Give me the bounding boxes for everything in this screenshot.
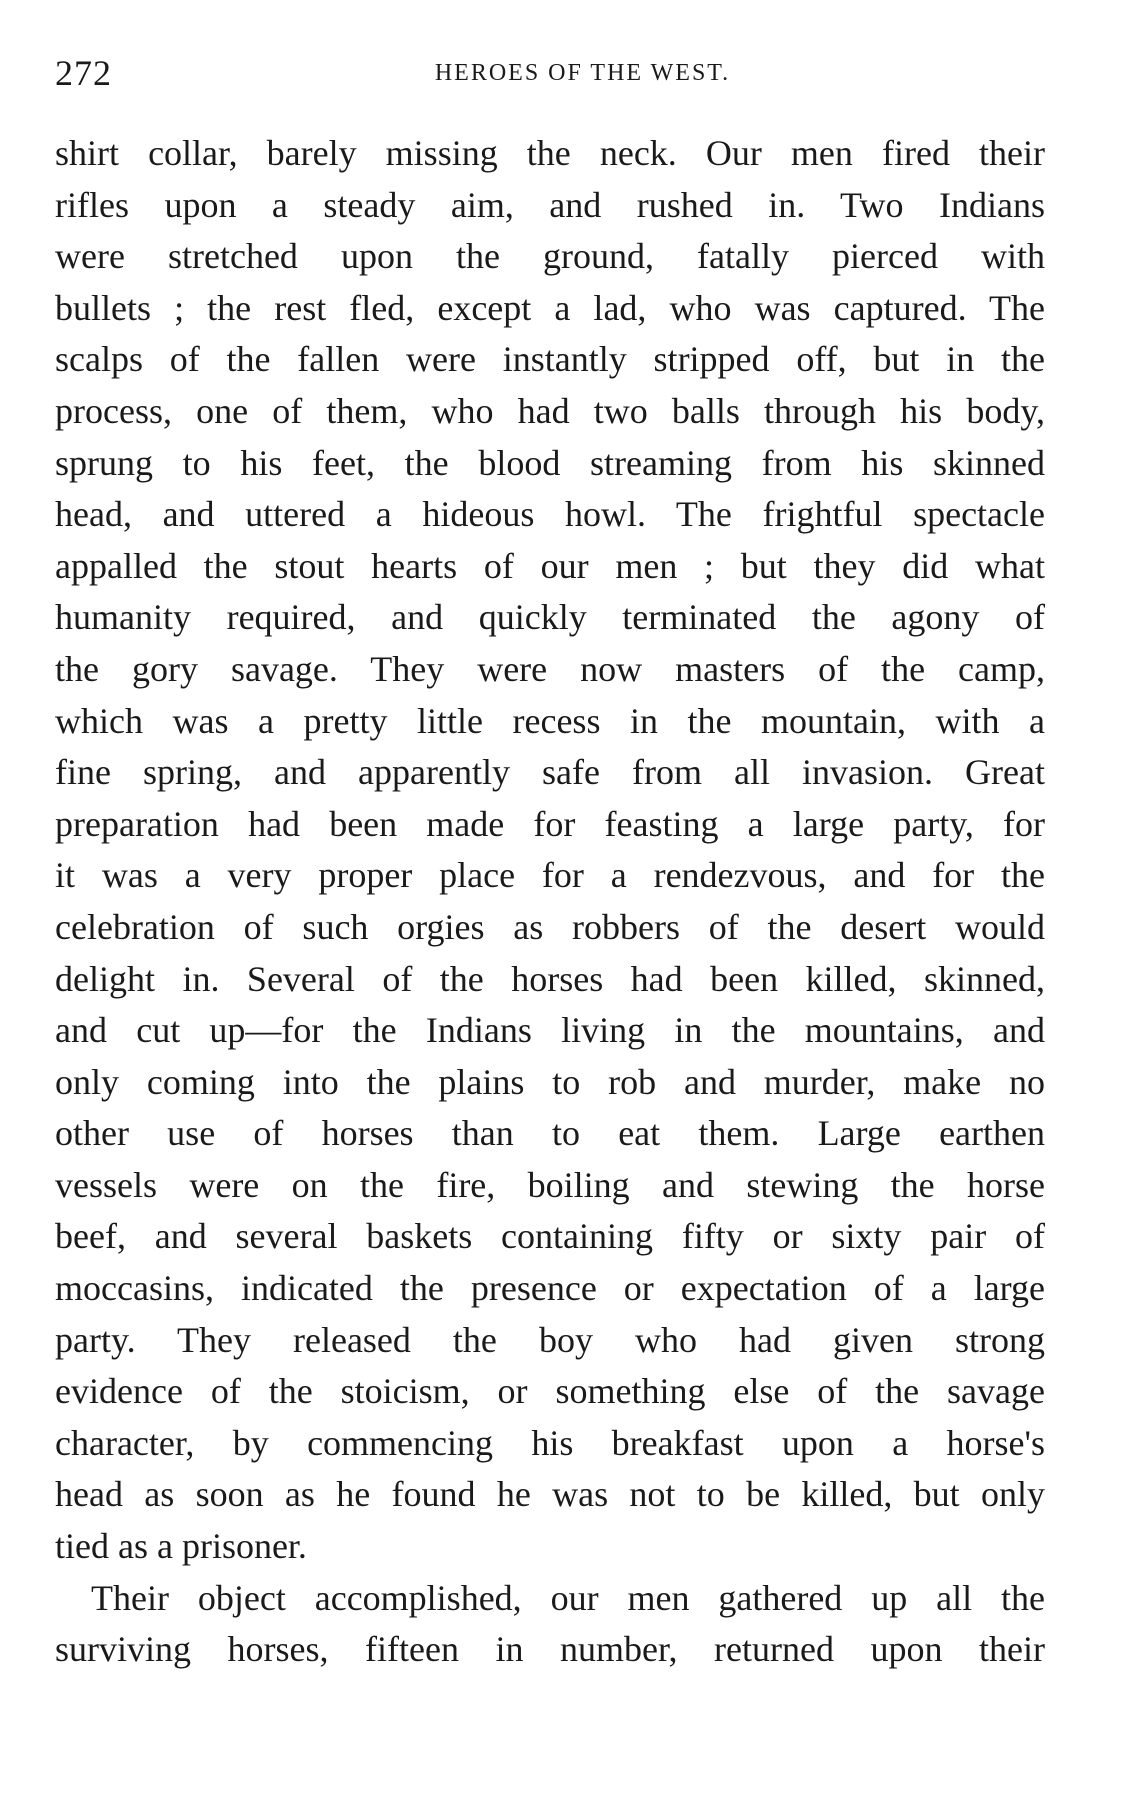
text-line: party. They released the boy who had given strong (55, 1319, 1045, 1360)
paragraph (55, 1573, 1045, 1676)
text-line: preparation had been made for feasting a large party, for (55, 803, 1045, 844)
text-line: the gory savage. They were now masters of the camp, (55, 648, 1045, 689)
text-line: character, by commencing his breakfast upon a horse's (55, 1422, 1045, 1463)
running-head (55, 52, 1050, 96)
text-line: delight in. Several of the horses had been killed, skinned, (55, 958, 1045, 999)
paragraph (55, 128, 1045, 1573)
text-line: head, and uttered a hideous howl. The frightful spectacle (55, 494, 1045, 535)
text-line: process, one of them, who had two balls through his body, (55, 390, 1045, 431)
text-line: rifles upon a steady aim, and rushed in. Two Indians (55, 184, 1045, 225)
text-line: appalled the stout hearts of our men ; but they did what (55, 545, 1045, 586)
text-line: scalps of the fallen were instantly stripped off, but in the (55, 339, 1045, 380)
text-line: Their object accomplished, our men gathered up all the (91, 1577, 1045, 1618)
text-line: fine spring, and apparently safe from all invasion. Great (55, 752, 1045, 793)
text-line: beef, and several baskets containing fifty or sixty pair of (55, 1216, 1045, 1257)
text-line: tied as a prisoner. (55, 1526, 307, 1567)
text-line: moccasins, indicated the presence or expectation of a large (55, 1268, 1045, 1309)
text-line: only coming into the plains to rob and murder, make no (55, 1061, 1045, 1102)
page-number: 272 (55, 53, 112, 93)
text-line: evidence of the stoicism, or something else of the savage (55, 1371, 1045, 1412)
text-line: vessels were on the fire, boiling and stewing the horse (55, 1164, 1045, 1205)
text-line: sprung to his feet, the blood streaming from his skinned (55, 442, 1045, 483)
text-line: bullets ; the rest fled, except a lad, who was captured. The (55, 287, 1045, 328)
text-line: celebration of such orgies as robbers of the desert would (55, 906, 1045, 947)
running-title: HEROES OF THE WEST. (434, 60, 731, 86)
text-line: it was a very proper place for a rendezvous, and for the (55, 855, 1045, 896)
text-line: were stretched upon the ground, fatally pierced with (55, 236, 1045, 277)
text-line: other use of horses than to eat them. Large earthen (55, 1113, 1045, 1154)
text-line: surviving horses, fifteen in number, returned upon their (55, 1629, 1045, 1670)
text-line: head as soon as he found he was not to be killed, but only (55, 1474, 1045, 1515)
text-line: humanity required, and quickly terminated the agony of (55, 597, 1045, 638)
text-line: which was a pretty little recess in the mountain, with a (55, 700, 1045, 741)
text-line: shirt collar, barely missing the neck. Our men fired their (55, 133, 1045, 173)
text-line: and cut up—for the Indians living in the mountains, and (55, 1010, 1045, 1051)
body-text (55, 128, 1045, 1676)
